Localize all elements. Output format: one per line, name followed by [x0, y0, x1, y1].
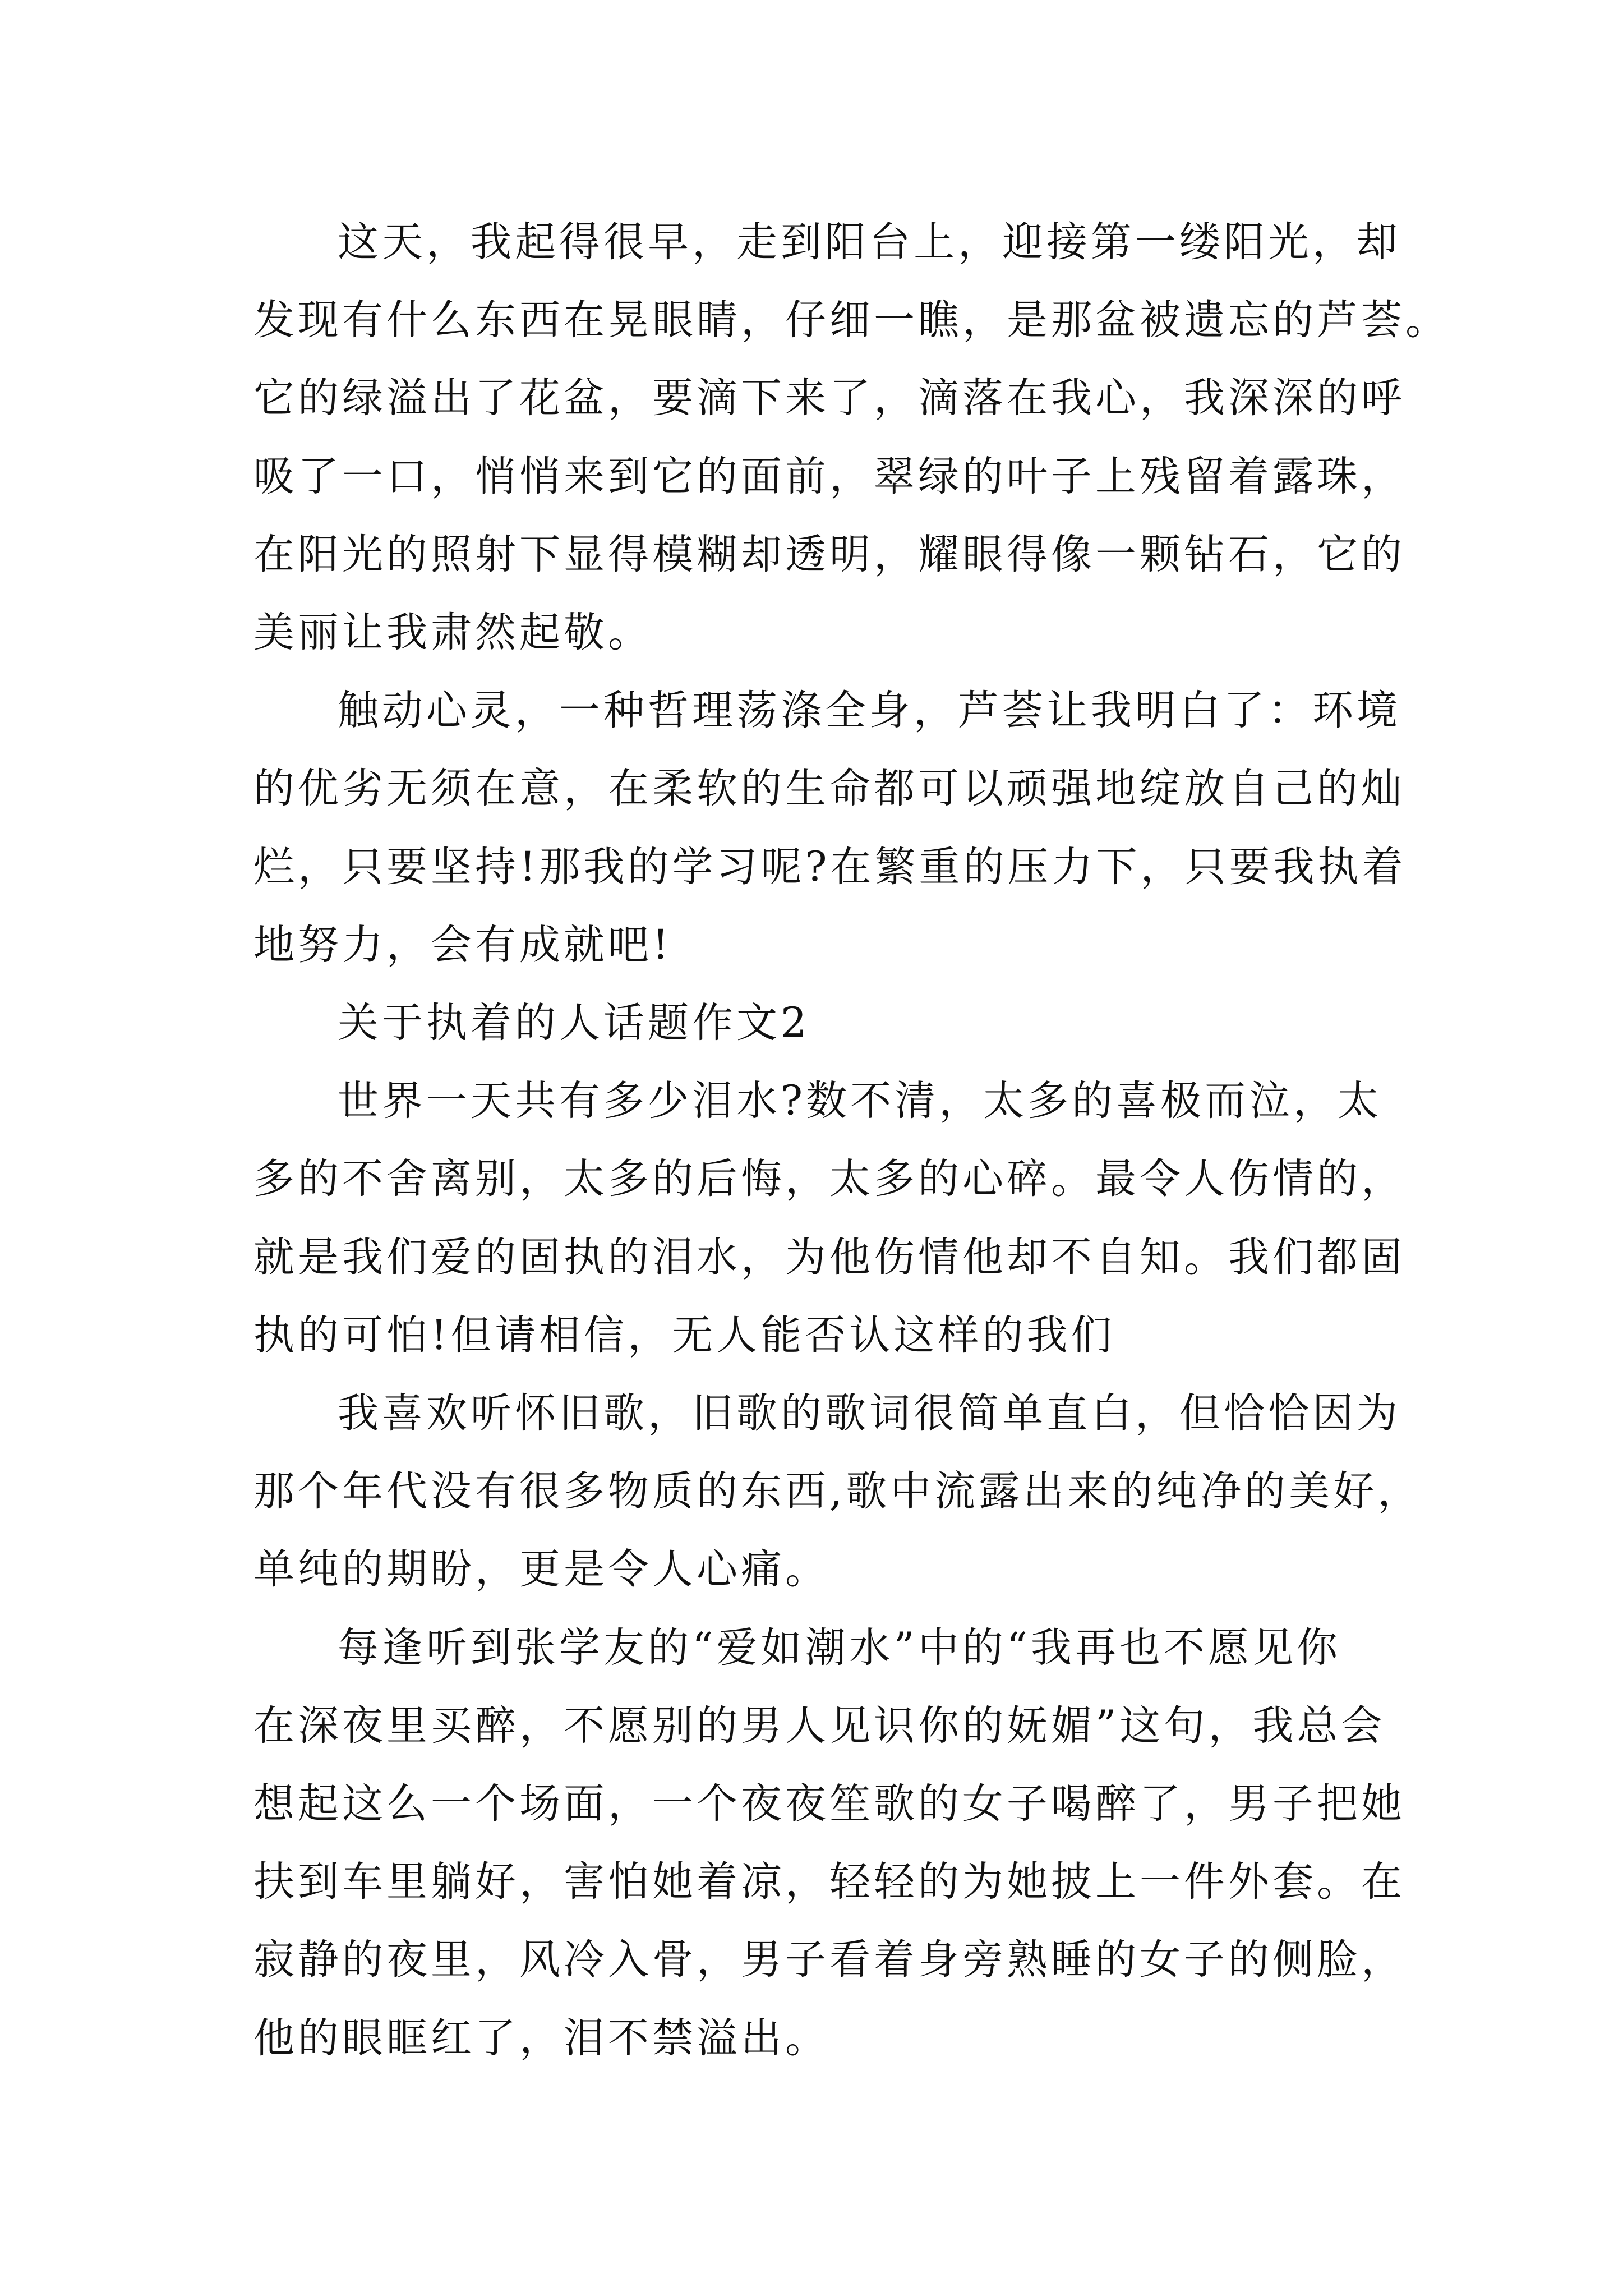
text-line: 这天，我起得很早，走到阳台上，迎接第一缕阳光，却 — [338, 218, 1401, 266]
text-line: 我喜欢听怀旧歌，旧歌的歌词很简单直白，但恰恰因为 — [338, 1389, 1401, 1437]
text-line: 他的眼眶红了，泪不禁溢出。 — [253, 2014, 829, 2062]
section-heading: 关于执着的人话题作文2 — [338, 999, 810, 1047]
text-line: 的优劣无须在意，在柔软的生命都可以顽强地绽放自己的灿 — [253, 765, 1405, 812]
text-line: 烂，只要坚持!那我的学习呢?在繁重的压力下，只要我执着 — [253, 843, 1407, 891]
text-line: 多的不舍离别，太多的后悔，太多的心碎。最令人伤情的， — [253, 1155, 1405, 1203]
text-line: 美丽让我肃然起敬。 — [253, 609, 652, 656]
text-line: 寂静的夜里，风冷入骨，男子看着身旁熟睡的女子的侧脸， — [253, 1936, 1405, 1984]
text-line: 在深夜里买醉，不愿别的男人见识你的妩媚”这句，我总会 — [253, 1702, 1386, 1750]
text-line: 发现有什么东西在晃眼睛，仔细一瞧，是那盆被遗忘的芦荟。 — [253, 296, 1450, 344]
text-line: 世界一天共有多少泪水?数不清，太多的喜极而泣，太 — [338, 1077, 1382, 1125]
text-line: 它的绿溢出了花盆，要滴下来了，滴落在我心，我深深的呼 — [253, 374, 1405, 422]
text-line: 扶到车里躺好，害怕她着凉，轻轻的为她披上一件外套。在 — [253, 1858, 1405, 1906]
text-line: 触动心灵，一种哲理荡涤全身，芦荟让我明白了：环境 — [338, 687, 1401, 734]
text-line: 那个年代没有很多物质的东西,歌中流露出来的纯净的美好， — [253, 1467, 1422, 1515]
text-line: 单纯的期盼，更是令人心痛。 — [253, 1545, 829, 1593]
text-line: 每逢听到张学友的“爱如潮水”中的“我再也不愿见你 — [338, 1624, 1341, 1672]
text-line: 在阳光的照射下显得模糊却透明，耀眼得像一颗钻石，它的 — [253, 531, 1405, 578]
text-line: 执的可怕!但请相信，无人能否认这样的我们 — [253, 1312, 1115, 1359]
text-line: 地努力，会有成就吧! — [253, 921, 672, 969]
text-line: 就是我们爱的固执的泪水，为他伤情他却不自知。我们都固 — [253, 1234, 1405, 1281]
text-line: 吸了一口，悄悄来到它的面前，翠绿的叶子上残留着露珠， — [253, 453, 1405, 500]
text-line: 想起这么一个场面，一个夜夜笙歌的女子喝醉了，男子把她 — [253, 1780, 1405, 1828]
